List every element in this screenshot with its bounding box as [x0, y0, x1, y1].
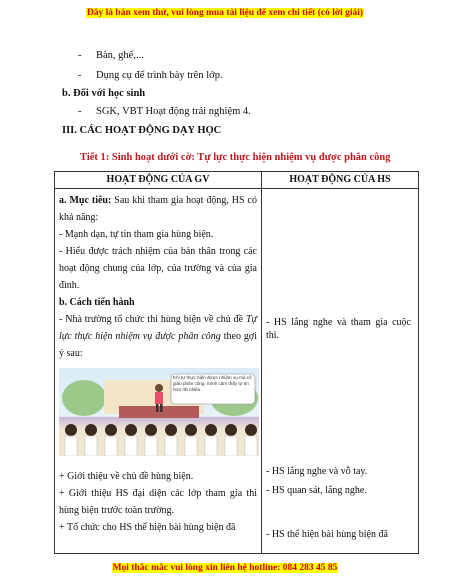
student-heading: b. Đối với học sinh: [62, 88, 146, 99]
speech-bubble-text: Khi tự thực hiện được nhiệm vụ mà cô giáo phân công, mình cảm thấy tự tin hơn rất nhiều.: [173, 375, 252, 392]
school-speech-illustration: [59, 368, 259, 456]
hotline-banner: Mọi thắc mắc vui lòng xin liên hệ hotline: 084 283 45 85: [112, 563, 338, 573]
hs-response: - HS thể hiện bài hùng biện đã: [266, 529, 388, 540]
lesson-title: Tiết 1: Sinh hoạt dưới cờ: Tự lực thực hiện nhiệm vụ được phân công: [80, 152, 391, 163]
section-heading: III. CÁC HOẠT ĐỘNG DẠY HỌC: [62, 125, 222, 136]
hs-response: - HS lắng nghe và tham gia cuộc thi.: [266, 317, 411, 341]
material-item: - Bàn, ghế,...: [78, 50, 144, 61]
method-intro: - Nhà trường tổ chức thi hùng biện về chủ đề Tự lực thực hiện nhiệm vụ được phân công theo gợi ý sau:: [59, 314, 257, 359]
student-activity-cell: [262, 189, 419, 554]
header-gv: HOẠT ĐỘNG CỦA GV: [55, 172, 262, 189]
goal-paragraph: a. Mục tiêu: Sau khi tham gia hoạt động, HS có khả năng:: [59, 195, 257, 223]
teacher-activity-cell: [55, 189, 262, 554]
activity-table: [54, 171, 419, 554]
step-item: + Tổ chức cho HS thể hiện bài hùng biện đã: [59, 522, 236, 533]
hs-response: - HS lắng nghe và vỗ tay.: [266, 466, 368, 477]
preview-banner: Đây là bản xem thử, vui lòng mua tài liệu để xem chi tiết (có lời giải): [86, 8, 364, 18]
goal-item: - Mạnh dạn, tự tin tham gia hùng biện.: [59, 229, 214, 240]
hs-response: - HS quan sát, lắng nghe.: [266, 485, 367, 496]
method-heading: b. Cách tiến hành: [59, 297, 135, 308]
goal-item: - Hiểu được trách nhiệm của bản thân trong các hoạt động chung của lớp, của trường và của gia đình.: [59, 246, 257, 291]
step-item: + Giới thiệu về chủ đề hùng biện.: [59, 471, 194, 482]
material-item: - Dụng cụ để trình bày trên lớp.: [78, 70, 223, 81]
step-item: + Giới thiệu HS đại diện các lớp tham gia thi hùng biện trước toàn trường.: [59, 488, 257, 516]
material-item: - SGK, VBT Hoạt động trải nghiệm 4.: [78, 106, 251, 117]
header-hs: HOẠT ĐỘNG CỦA HS: [262, 172, 419, 189]
